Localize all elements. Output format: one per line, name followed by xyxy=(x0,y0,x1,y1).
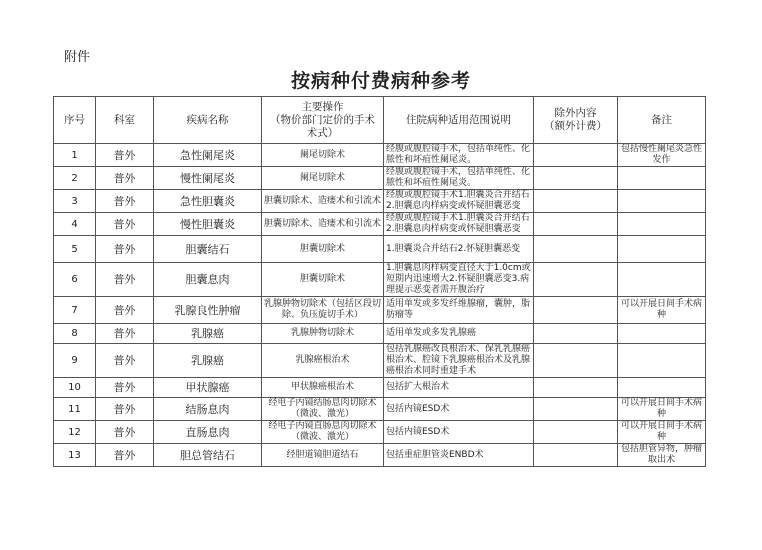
header-dept: 科室 xyxy=(96,97,154,144)
cell-dept: 普外 xyxy=(96,444,154,467)
cell-note: 可以开展日间手术病种 xyxy=(618,421,706,444)
cell-extra xyxy=(534,398,618,421)
cell-scope: 经腹或腹腔镜手术，包括单纯性、化脓性和坏疽性阑尾炎。 xyxy=(384,167,534,190)
table-row xyxy=(54,344,706,378)
cell-surgery: 经胆道镜胆道结石 xyxy=(262,444,384,467)
cell-scope: 经腹或腹腔镜手术1.胆囊炎合并结石 2.胆囊息肉样病变或怀疑胆囊恶变 xyxy=(384,213,534,236)
cell-extra xyxy=(534,167,618,190)
cell-dept: 普外 xyxy=(96,213,154,236)
cell-scope: 经腹或腹腔镜手术1.胆囊炎合并结石 2.胆囊息肉样病变或怀疑胆囊恶变 xyxy=(384,190,534,213)
cell-note: 包括胆管异物，肿瘤取出术 xyxy=(618,444,706,467)
cell-disease: 乳腺癌 xyxy=(154,344,262,378)
cell-note xyxy=(618,344,706,378)
cell-seq: 3 xyxy=(54,190,96,213)
cell-seq: 6 xyxy=(54,263,96,297)
header-seq: 序号 xyxy=(54,97,96,144)
cell-dept: 普外 xyxy=(96,297,154,324)
cell-surgery: 甲状腺癌根治术 xyxy=(262,378,384,398)
cell-scope: 包括重症胆管炎ENBD术 xyxy=(384,444,534,467)
cell-surgery: 经电子内镜结肠息肉切除术（微波、激光） xyxy=(262,398,384,421)
header-disease: 疾病名称 xyxy=(154,97,262,144)
cell-note xyxy=(618,378,706,398)
cell-surgery: 乳腺肿物切除术（包括区段切除、负压旋切手术） xyxy=(262,297,384,324)
cell-disease: 胆囊结石 xyxy=(154,236,262,263)
header-surgery: 主要操作 （物价部门定价的手术 术式） xyxy=(262,97,384,144)
cell-seq: 13 xyxy=(54,444,96,467)
cell-dept: 普外 xyxy=(96,263,154,297)
cell-note: 可以开展日间手术病种 xyxy=(618,398,706,421)
cell-extra xyxy=(534,213,618,236)
cell-surgery: 阑尾切除术 xyxy=(262,167,384,190)
cell-dept: 普外 xyxy=(96,236,154,263)
cell-extra xyxy=(534,444,618,467)
table-row xyxy=(54,421,706,444)
table-row xyxy=(54,378,706,398)
cell-scope: 1.胆囊炎合并结石2.怀疑胆囊恶变 xyxy=(384,236,534,263)
cell-note xyxy=(618,263,706,297)
cell-seq: 8 xyxy=(54,324,96,344)
cell-seq: 11 xyxy=(54,398,96,421)
cell-disease: 急性阑尾炎 xyxy=(154,144,262,167)
cell-note xyxy=(618,324,706,344)
table-row xyxy=(54,398,706,421)
cell-extra xyxy=(534,236,618,263)
cell-extra xyxy=(534,378,618,398)
table-row xyxy=(54,263,706,297)
cell-disease: 直肠息肉 xyxy=(154,421,262,444)
cell-scope: 包括内镜ESD术 xyxy=(384,398,534,421)
cell-dept: 普外 xyxy=(96,398,154,421)
table-row xyxy=(54,167,706,190)
cell-extra xyxy=(534,263,618,297)
cell-dept: 普外 xyxy=(96,167,154,190)
table-row xyxy=(54,236,706,263)
cell-extra xyxy=(534,190,618,213)
cell-surgery: 胆囊切除术 xyxy=(262,263,384,297)
cell-disease: 急性胆囊炎 xyxy=(154,190,262,213)
cell-surgery: 乳腺癌根治术 xyxy=(262,344,384,378)
cell-note: 包括慢性阑尾炎急性发作 xyxy=(618,144,706,167)
cell-disease: 结肠息肉 xyxy=(154,398,262,421)
cell-scope: 适用单发或多发乳腺癌 xyxy=(384,324,534,344)
cell-disease: 乳腺良性肿瘤 xyxy=(154,297,262,324)
table-row xyxy=(54,444,706,467)
cell-surgery: 乳腺肿物切除术 xyxy=(262,324,384,344)
page-title: 按病种付费病种参考 xyxy=(290,70,471,92)
cell-disease: 胆囊息肉 xyxy=(154,263,262,297)
cell-scope: 包括内镜ESD术 xyxy=(384,421,534,444)
cell-seq: 2 xyxy=(54,167,96,190)
cell-scope: 包括乳腺癌改良根治术、保乳乳腺癌根治术、腔镜下乳腺癌根治术及乳腺癌根治术同时重建手术 xyxy=(384,344,534,378)
cell-seq: 10 xyxy=(54,378,96,398)
cell-seq: 5 xyxy=(54,236,96,263)
cell-extra xyxy=(534,421,618,444)
cell-surgery: 阑尾切除术 xyxy=(262,144,384,167)
header-row xyxy=(54,97,706,144)
cell-disease: 甲状腺癌 xyxy=(154,378,262,398)
cell-note xyxy=(618,213,706,236)
cell-seq: 9 xyxy=(54,344,96,378)
cell-scope: 包括扩大根治术 xyxy=(384,378,534,398)
cell-scope: 1.胆囊息肉样病变直径大于1.0cm或短期内迅速增大2.怀疑胆囊恶变3.病理提示恶变者需开腹治疗 xyxy=(384,263,534,297)
header-extra: 除外内容 （额外计费） xyxy=(534,97,618,144)
table-row xyxy=(54,190,706,213)
cell-seq: 4 xyxy=(54,213,96,236)
cell-dept: 普外 xyxy=(96,190,154,213)
cell-surgery: 胆囊切除术、造瘘术和引流术 xyxy=(262,213,384,236)
table-row xyxy=(54,324,706,344)
table-row xyxy=(54,213,706,236)
cell-scope: 适用单发或多发纤维腺瘤，囊肿，脂肪瘤等 xyxy=(384,297,534,324)
cell-extra xyxy=(534,144,618,167)
cell-surgery: 胆囊切除术、造瘘术和引流术 xyxy=(262,190,384,213)
attachment-label: 附件 xyxy=(64,50,91,65)
cell-scope: 经腹或腹腔镜手术，包括单纯性、化脓性和坏疽性阑尾炎。 xyxy=(384,144,534,167)
cell-seq: 1 xyxy=(54,144,96,167)
cell-seq: 7 xyxy=(54,297,96,324)
cell-disease: 胆总管结石 xyxy=(154,444,262,467)
cell-dept: 普外 xyxy=(96,378,154,398)
cell-disease: 慢性胆囊炎 xyxy=(154,213,262,236)
cell-surgery: 胆囊切除术 xyxy=(262,236,384,263)
cell-extra xyxy=(534,344,618,378)
table-row xyxy=(54,144,706,167)
table-row xyxy=(54,297,706,324)
cell-note xyxy=(618,190,706,213)
header-note: 备注 xyxy=(618,97,706,144)
disease-table xyxy=(53,96,706,467)
header-scope: 住院病种适用范围说明 xyxy=(384,97,534,144)
cell-disease: 慢性阑尾炎 xyxy=(154,167,262,190)
cell-dept: 普外 xyxy=(96,144,154,167)
cell-note xyxy=(618,236,706,263)
cell-seq: 12 xyxy=(54,421,96,444)
cell-dept: 普外 xyxy=(96,324,154,344)
cell-dept: 普外 xyxy=(96,344,154,378)
cell-disease: 乳腺癌 xyxy=(154,324,262,344)
cell-dept: 普外 xyxy=(96,421,154,444)
cell-surgery: 经电子内镜直肠息肉切除术（微波、激光） xyxy=(262,421,384,444)
cell-extra xyxy=(534,324,618,344)
cell-note: 可以开展日间手术病种 xyxy=(618,297,706,324)
cell-note xyxy=(618,167,706,190)
cell-extra xyxy=(534,297,618,324)
